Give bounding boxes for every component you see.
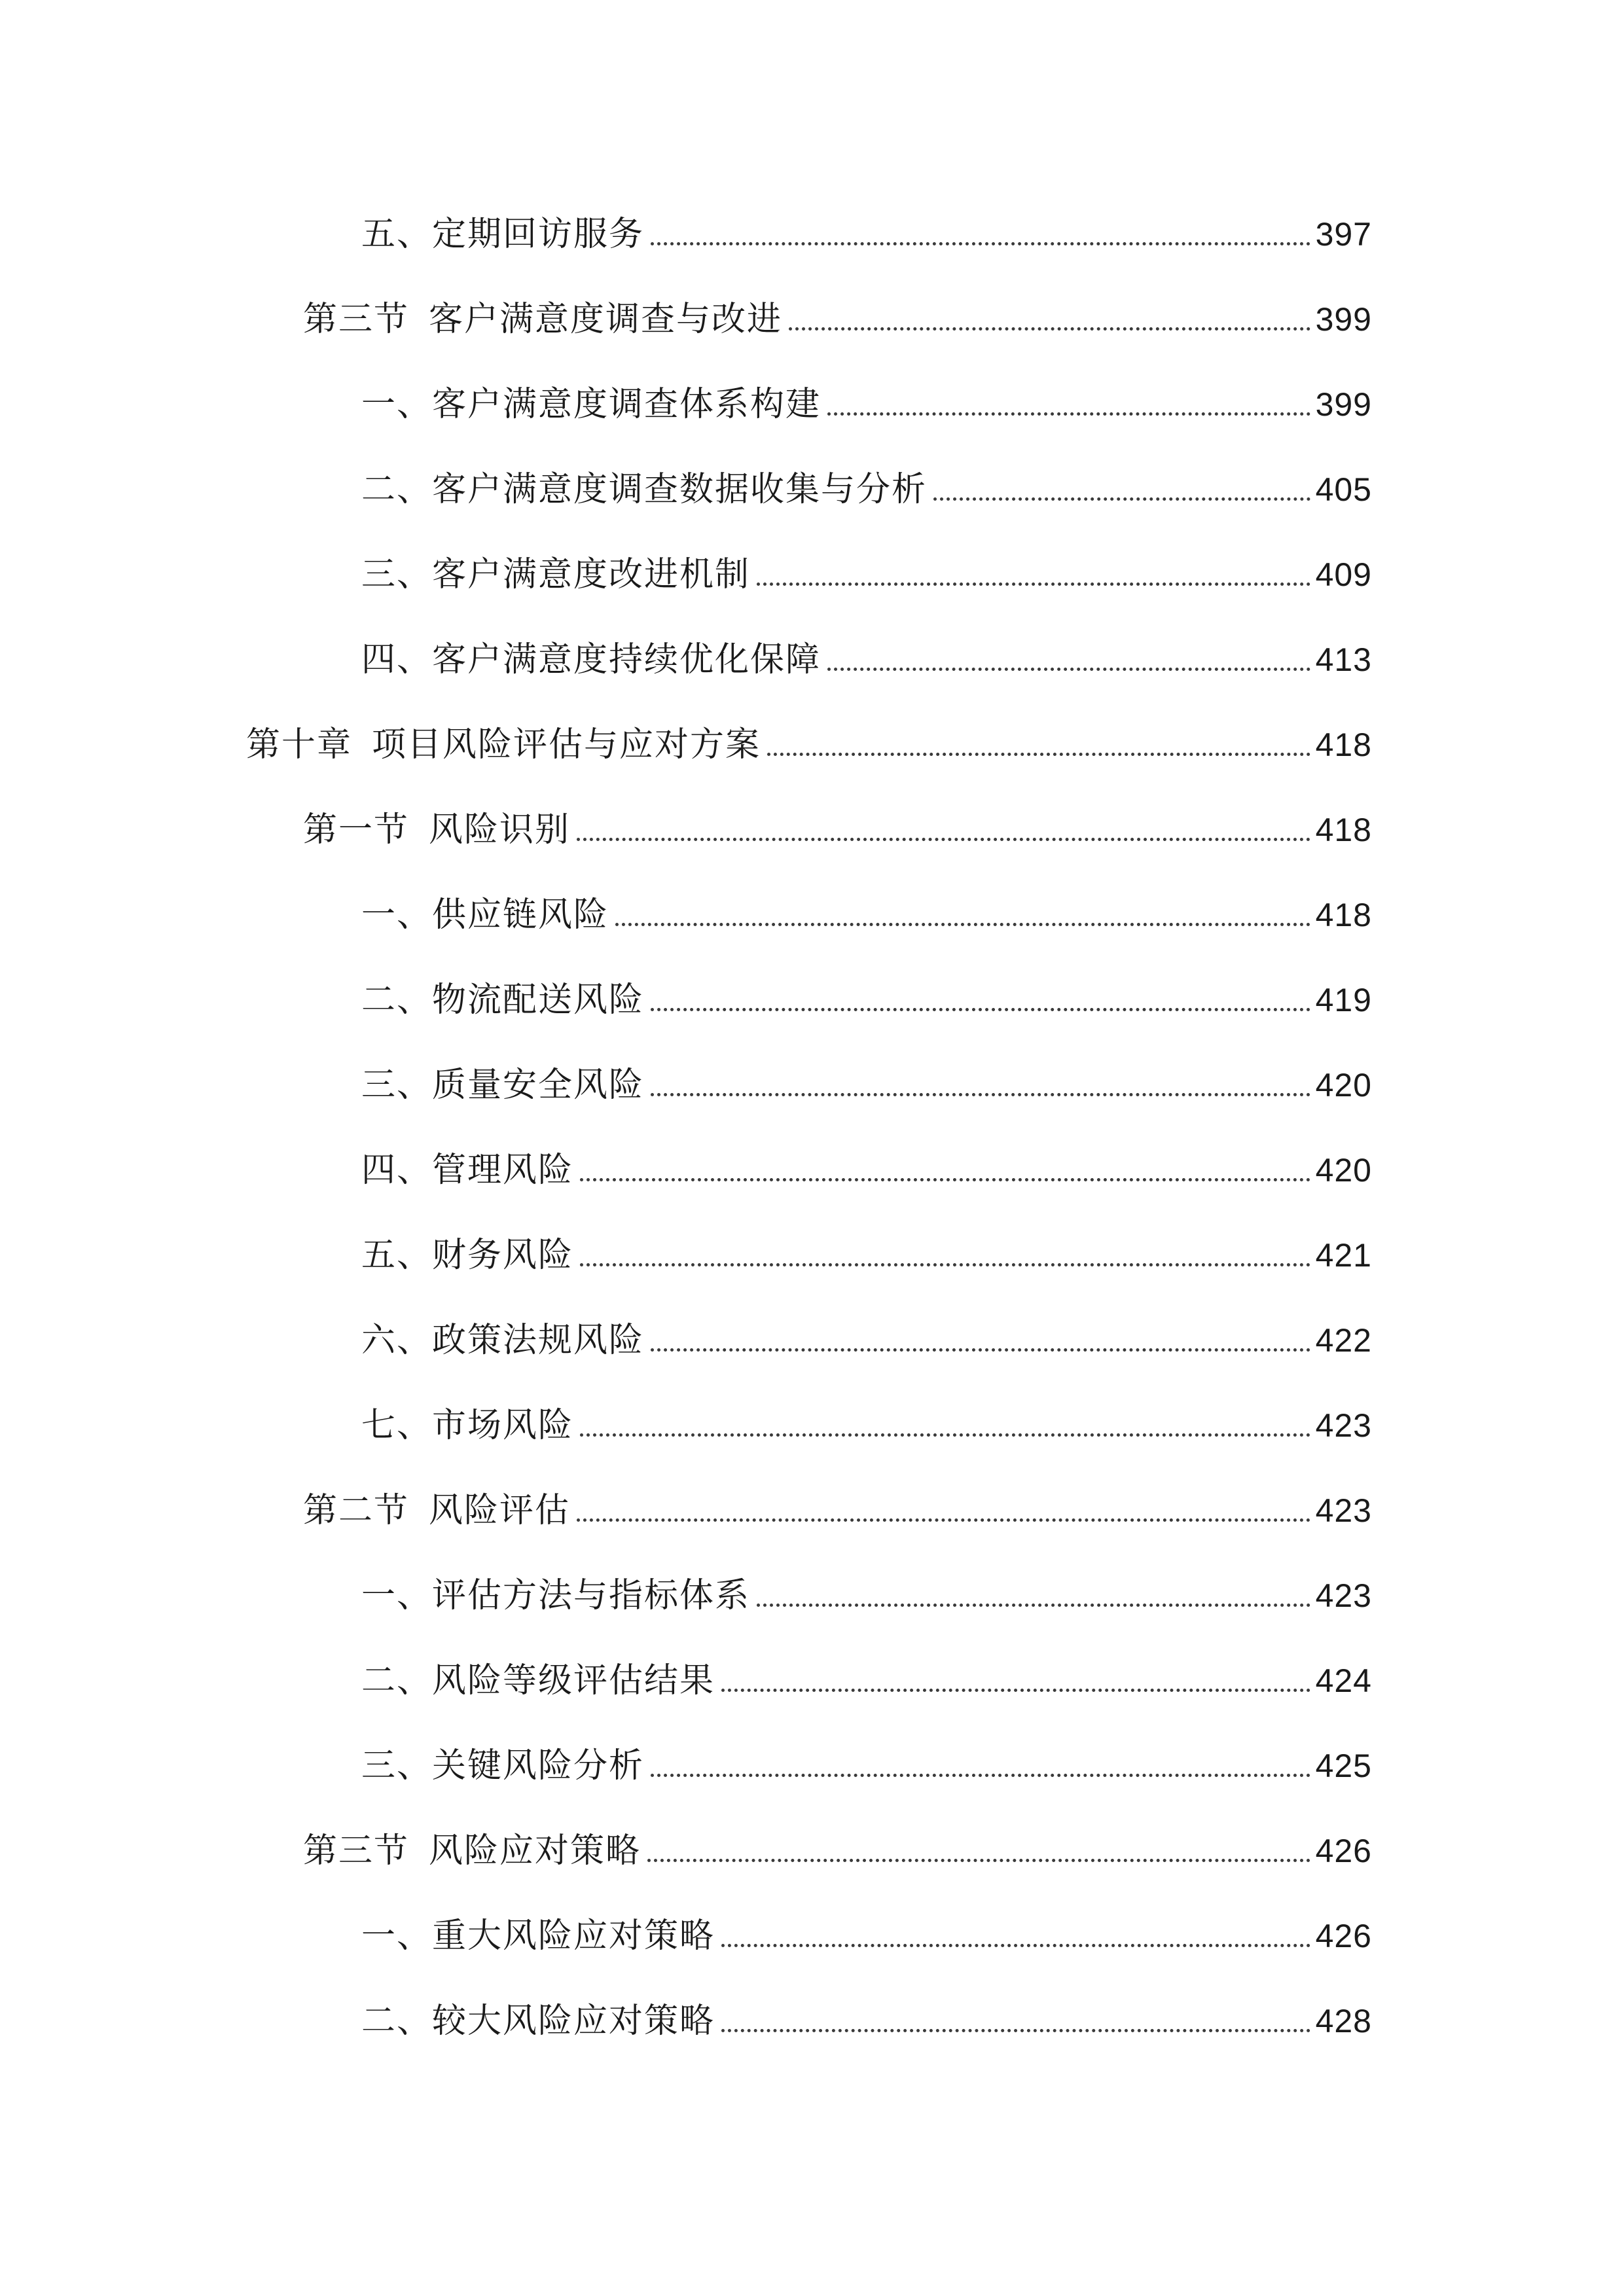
toc-dot-leader: [651, 242, 1310, 245]
toc-entry-title: [361, 1655, 715, 1707]
toc-entry-text: 关键风险分析: [432, 1746, 645, 1785]
toc-entry-text: 政策法规风险: [432, 1321, 645, 1360]
toc-entry-prefix: 六、: [361, 1321, 433, 1360]
toc-entry-text: 质量安全风险: [432, 1066, 645, 1105]
toc-entry-text: 财务风险: [432, 1236, 574, 1275]
toc-entry-text: 定期回访服务: [432, 215, 645, 254]
toc-entry[interactable]: [361, 1995, 1372, 2047]
toc-page-number: 418: [1315, 812, 1372, 848]
toc-entry-prefix: 三、: [361, 1066, 433, 1105]
toc-entry-prefix: 四、: [361, 640, 433, 679]
toc-entry[interactable]: [361, 1144, 1372, 1196]
toc-entry-title: [361, 1995, 715, 2047]
toc-entry[interactable]: [361, 1910, 1372, 1962]
toc-dot-leader: [721, 1944, 1310, 1947]
toc-dot-leader: [580, 1263, 1310, 1266]
toc-entry-prefix: 二、: [361, 980, 433, 1020]
toc-dot-leader: [615, 923, 1310, 926]
toc-dot-leader: [577, 1518, 1310, 1522]
toc-page-number: 424: [1315, 1662, 1372, 1699]
toc-entry-text: 客户满意度持续优化保障: [432, 640, 821, 679]
toc-entry[interactable]: [303, 293, 1372, 346]
toc-entry-prefix: 一、: [361, 895, 433, 935]
toc-entry[interactable]: [246, 719, 1372, 771]
toc-entry-text: 供应链风险: [432, 895, 609, 935]
toc-entry-text: 评估方法与指标体系: [432, 1576, 751, 1615]
toc-entry[interactable]: [361, 1740, 1372, 1792]
toc-entry[interactable]: [361, 634, 1372, 686]
toc-page-number: 419: [1315, 982, 1372, 1018]
toc-dot-leader: [580, 1178, 1310, 1181]
toc-dot-leader: [767, 753, 1310, 756]
toc-entry-title: [303, 1825, 641, 1877]
toc-entry-prefix: 一、: [361, 385, 433, 424]
toc-dot-leader: [933, 497, 1310, 501]
toc-entry-prefix: 第三节: [303, 1831, 410, 1871]
toc-page-number: 423: [1315, 1577, 1372, 1614]
toc-entry-text: 客户满意度改进机制: [432, 555, 751, 594]
toc-entry-title: [303, 804, 570, 856]
toc-entry-title: [303, 293, 782, 346]
toc-page-number: 425: [1315, 1748, 1372, 1784]
toc-page-number: 399: [1315, 386, 1372, 423]
toc-entry-text: 风险评估: [429, 1491, 571, 1530]
toc-dot-leader: [827, 412, 1310, 416]
toc-entry[interactable]: [361, 463, 1372, 516]
toc-entry-title: [361, 378, 821, 431]
toc-page-number: 418: [1315, 897, 1372, 933]
toc-entry[interactable]: [361, 1229, 1372, 1282]
toc-entry-title: [361, 1059, 644, 1111]
toc-dot-leader: [577, 838, 1310, 841]
toc-entry-text: 客户满意度调查数据收集与分析: [432, 470, 928, 509]
toc-entry-title: [361, 463, 927, 516]
toc-entry-text: 风险识别: [429, 810, 571, 850]
toc-entry-title: [361, 974, 644, 1026]
toc-entry-text: 重大风险应对策略: [432, 1916, 715, 1956]
toc-entry-text: 客户满意度调查体系构建: [432, 385, 821, 424]
toc-dot-leader: [651, 1008, 1310, 1011]
toc-dot-leader: [757, 583, 1310, 586]
toc-entry-text: 市场风险: [432, 1406, 574, 1445]
toc-page-number: 423: [1315, 1492, 1372, 1529]
toc-page-number: 405: [1315, 471, 1372, 508]
toc-entry-prefix: 第二节: [303, 1491, 410, 1530]
toc-page-number: 422: [1315, 1322, 1372, 1359]
toc-entry-title: [361, 1399, 573, 1452]
toc-entry-prefix: 三、: [361, 555, 433, 594]
toc-entry-prefix: 二、: [361, 1661, 433, 1700]
toc-entry-text: 风险应对策略: [429, 1831, 641, 1871]
toc-entry[interactable]: [361, 548, 1372, 601]
toc-page-number: 421: [1315, 1237, 1372, 1274]
toc-entry[interactable]: [361, 378, 1372, 431]
toc-entry-text: 项目风险评估与应对方案: [372, 725, 761, 764]
toc-page-number: 420: [1315, 1152, 1372, 1189]
toc-page-number: 409: [1315, 556, 1372, 593]
toc-entry-prefix: 三、: [361, 1746, 433, 1785]
toc-page-number: 399: [1315, 301, 1372, 338]
toc-page-number: 426: [1315, 1833, 1372, 1869]
toc-entry-title: [361, 1144, 573, 1196]
toc-page-number: 397: [1315, 216, 1372, 253]
toc-entry-title: [361, 889, 609, 941]
toc-entry[interactable]: [361, 1314, 1372, 1367]
toc-page-number: 418: [1315, 726, 1372, 763]
toc-entry[interactable]: [361, 889, 1372, 941]
toc-dot-leader: [647, 1859, 1310, 1862]
toc-entry-prefix: 一、: [361, 1916, 433, 1956]
toc-dot-leader: [651, 1774, 1310, 1777]
toc-entry-text: 客户满意度调查与改进: [429, 300, 783, 339]
toc-entry-prefix: 第十章: [246, 725, 353, 764]
toc-entry-prefix: 二、: [361, 470, 433, 509]
toc-entry-title: [361, 1314, 644, 1367]
toc-dot-leader: [789, 327, 1310, 331]
toc-entry-prefix: 第一节: [303, 810, 410, 850]
toc-entry-prefix: 一、: [361, 1576, 433, 1615]
toc-entry-title: [361, 548, 750, 601]
toc-entry[interactable]: [303, 1825, 1372, 1877]
toc-entry-text: 风险等级评估结果: [432, 1661, 715, 1700]
toc-entry-title: [246, 719, 761, 771]
toc-dot-leader: [651, 1093, 1310, 1096]
toc-entry-prefix: 五、: [361, 215, 433, 254]
toc-page-number: 428: [1315, 2003, 1372, 2039]
toc-entry-title: [303, 1484, 570, 1537]
toc-page-number: 413: [1315, 641, 1372, 678]
toc-entry[interactable]: [361, 974, 1372, 1026]
toc-dot-leader: [827, 668, 1310, 671]
toc-entry-text: 管理风险: [432, 1151, 574, 1190]
toc-entry-prefix: 七、: [361, 1406, 433, 1445]
toc-entry[interactable]: [361, 1655, 1372, 1707]
toc-entry-title: [361, 1229, 573, 1282]
toc-page-number: 420: [1315, 1067, 1372, 1103]
toc-dot-leader: [721, 2029, 1310, 2032]
toc-entry-text: 较大风险应对策略: [432, 2001, 715, 2041]
toc-entry-title: [361, 1910, 715, 1962]
toc-dot-leader: [721, 1689, 1310, 1692]
toc-entry-title: [361, 1570, 750, 1622]
toc-entry[interactable]: [303, 804, 1372, 856]
toc-entry-text: 物流配送风险: [432, 980, 645, 1020]
toc-page-number: 426: [1315, 1918, 1372, 1954]
toc-entry[interactable]: [361, 208, 1372, 260]
toc-entry-title: [361, 208, 644, 260]
toc-page-number: 423: [1315, 1407, 1372, 1444]
toc-entry-prefix: 二、: [361, 2001, 433, 2041]
toc-dot-leader: [580, 1433, 1310, 1437]
toc-entry-title: [361, 634, 821, 686]
toc-entry-title: [361, 1740, 644, 1792]
toc-dot-leader: [757, 1604, 1310, 1607]
toc-entry-prefix: 五、: [361, 1236, 433, 1275]
toc-entry[interactable]: [303, 1484, 1372, 1537]
toc-dot-leader: [651, 1348, 1310, 1352]
toc-entry-prefix: 第三节: [303, 300, 410, 339]
toc-entry[interactable]: [361, 1570, 1372, 1622]
toc-entry-prefix: 四、: [361, 1151, 433, 1190]
toc-entry[interactable]: [361, 1059, 1372, 1111]
toc-entry[interactable]: [361, 1399, 1372, 1452]
